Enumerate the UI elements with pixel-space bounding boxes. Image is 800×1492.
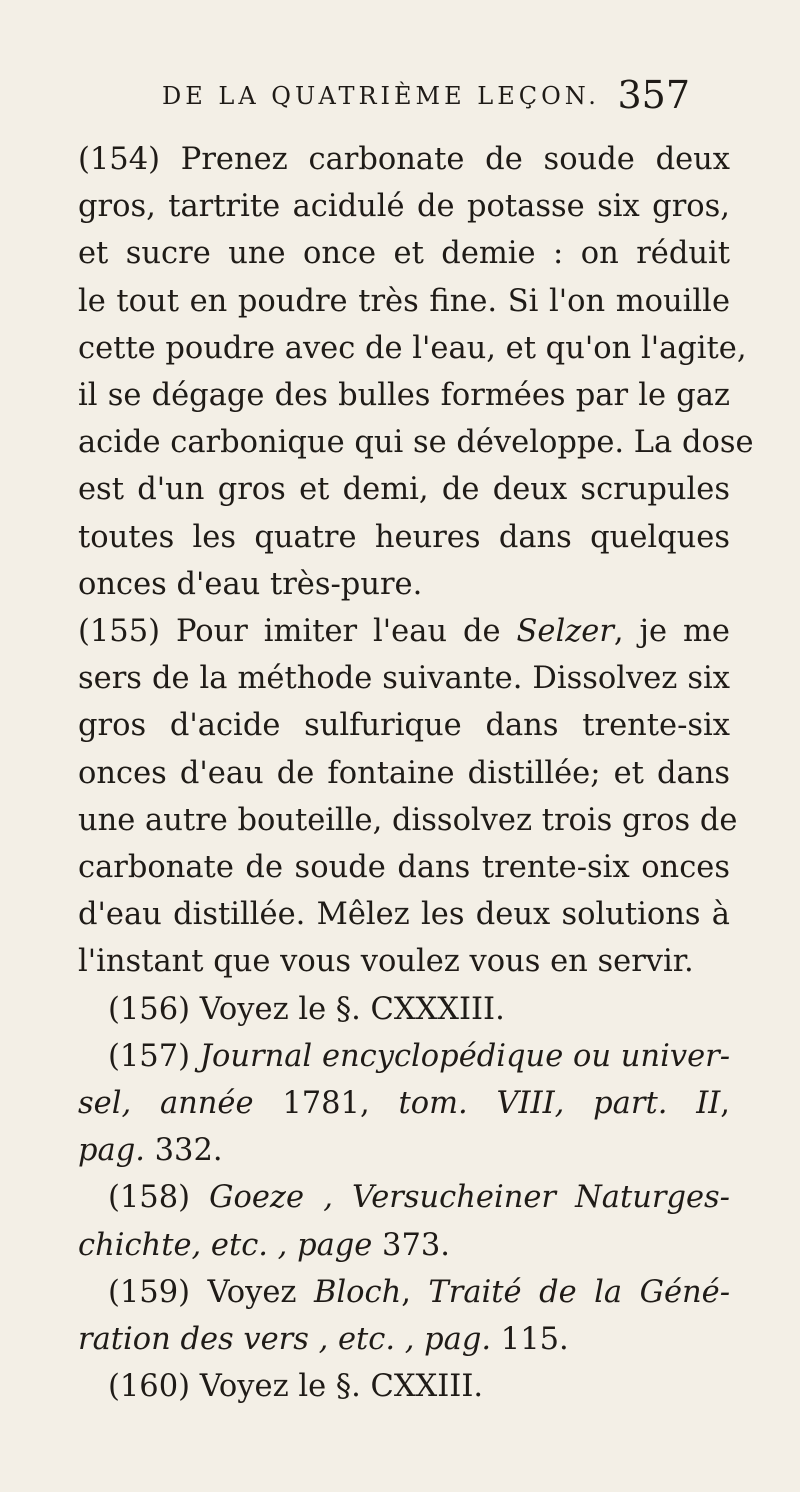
note-158 [78, 1174, 730, 1268]
text-run: (157) [108, 1038, 200, 1074]
text-line: le tout en poudre très fine. Si l'on mouille [78, 283, 730, 319]
text-line [78, 1222, 730, 1269]
text-run: (159) Voyez [108, 1274, 314, 1310]
text-line [78, 1269, 730, 1316]
text-run: , je me [613, 614, 730, 650]
text-line [78, 1127, 730, 1174]
text-line: carbonate de soude dans trente-six onces [78, 850, 730, 886]
note-155 [78, 608, 738, 986]
text-line: onces d'eau de fontaine distillée; et dans [78, 755, 730, 791]
text-line: cette poudre avec de l'eau, et qu'on l'agite, [78, 330, 747, 366]
italic-run: Selzer [516, 614, 614, 650]
note-157 [78, 1033, 730, 1175]
text-line [78, 1033, 730, 1080]
text-run: 332. [144, 1133, 223, 1169]
text-run: (158) [108, 1180, 210, 1216]
italic-run: Journal encyclopédique ou univer- [199, 1038, 730, 1074]
page-number: 357 [617, 73, 690, 117]
text-line: (156) Voyez le §. CXXXIII. [108, 991, 505, 1027]
note-160 [78, 1363, 730, 1410]
text-run: 373. [372, 1227, 450, 1263]
text-line: (154) Prenez carbonate de soude deux [78, 142, 730, 177]
text-line: sers de la méthode suivante. Dissolvez six [78, 661, 730, 697]
text-line [78, 1174, 730, 1221]
text-run: (155) Pour imiter l'eau de [78, 614, 517, 650]
text-line: l'instant que vous voulez vous en servir. [78, 944, 694, 980]
note-156 [78, 986, 730, 1033]
italic-run: pag. [78, 1133, 145, 1169]
text-line: gros d'acide sulfurique dans trente-six [78, 708, 730, 744]
text-line [78, 1080, 730, 1127]
text-line: (160) Voyez le §. CXXIII. [108, 1369, 484, 1405]
text-run: 1781, [253, 1086, 399, 1122]
text-line: et sucre une once et demie : on réduit [78, 236, 730, 272]
text-line: il se dégage des bulles formées par le gaz [78, 378, 730, 414]
italic-run: ration des vers , etc. , pag. [78, 1322, 492, 1358]
italic-run: Goeze , Versucheiner Naturges- [209, 1180, 730, 1216]
italic-run: sel, année [78, 1086, 254, 1122]
italic-run: Bloch [313, 1274, 402, 1310]
text-line [78, 1316, 730, 1363]
note-159 [78, 1269, 730, 1363]
text-line: onces d'eau très-pure. [78, 566, 423, 602]
text-line: d'eau distillée. Mêlez les deux solutions à [78, 897, 730, 933]
text-line: gros, tartrite acidulé de potasse six gros, [78, 189, 730, 225]
running-head [78, 73, 730, 136]
running-title: DE LA QUATRIÈME LEÇON. [162, 82, 600, 110]
italic-run: tom. VIII, part. II [398, 1086, 721, 1122]
note-154 [78, 136, 754, 608]
text-line: est d'un gros et demi, de deux scrupules [78, 472, 730, 508]
text-line: une autre bouteille, dissolvez trois gros de [78, 802, 738, 838]
text-line: acide carbonique qui se développe. La dose [78, 425, 754, 461]
italic-run: chichte, etc. , page [78, 1227, 373, 1263]
text-run: , [401, 1274, 429, 1310]
text-line: toutes les quatre heures dans quelques [78, 519, 730, 555]
text-line [78, 608, 730, 655]
text-run: , [720, 1086, 730, 1122]
text-run: 115. [491, 1322, 569, 1358]
italic-run: Traité de la Géné- [428, 1274, 731, 1310]
